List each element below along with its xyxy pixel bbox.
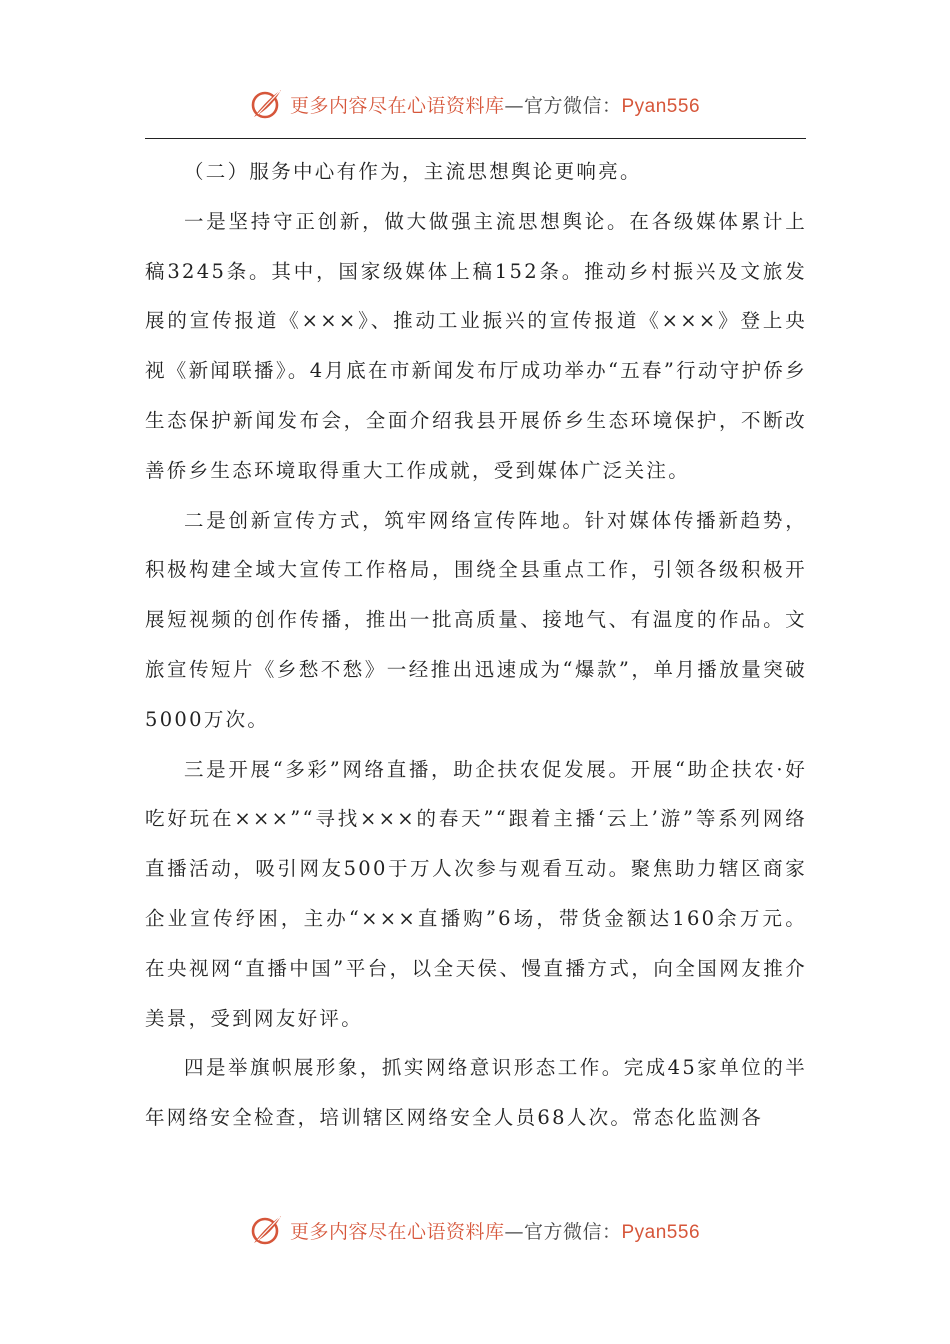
paragraph-3: 三是开展“多彩”网络直播，助企扶农促发展。开展“助企扶农·好吃好玩在×××”“寻找×××的春天”“跟着主播‘云上’游”等系列网络直播活动，吸引网友500于万人次参与观看互动。聚焦助力辖区商家企业宣传纾困，主办“×××直播购”6场，带货金额达160余万元。在央视网“直播中国”平台，以全天侯、慢直播方式，向全国网友推介美景，受到网友好评。 [145, 757, 807, 1030]
header-wechat-label: 官方微信： [523, 94, 622, 117]
footer-dash: — [504, 1220, 524, 1243]
footer-wechat-label: 官方微信： [523, 1220, 622, 1243]
header-dash: — [504, 94, 524, 117]
header-wechat-id: Pyan556 [621, 95, 701, 117]
footer-banner [0, 1208, 950, 1252]
quill-logo-icon [250, 1213, 284, 1247]
document-body [145, 147, 807, 1143]
header-site-name: 更多内容尽在心语资料库 [289, 94, 505, 117]
paragraph-1: 一是坚持守正创新，做大做强主流思想舆论。在各级媒体累计上稿3245条。其中，国家级媒体上稿152条。推动乡村振兴及文旅发展的宣传报道《×××》、推动工业振兴的宣传报道《×××》登上央视《新闻联播》。4月底在市新闻发布厅成功举办“五春”行动守护侨乡生态保护新闻发布会，全面介绍我县开展侨乡生态环境保护，不断改善侨乡生态环境取得重大工作成就，受到媒体广泛关注。 [145, 209, 807, 482]
header-banner-text [290, 91, 700, 118]
footer-banner-text [290, 1217, 700, 1244]
footer-site-name: 更多内容尽在心语资料库 [289, 1220, 505, 1243]
paragraph-2: 二是创新宣传方式，筑牢网络宣传阵地。针对媒体传播新趋势，积极构建全域大宣传工作格局，围绕全县重点工作，引领各级积极开展短视频的创作传播，推出一批高质量、接地气、有温度的作品。文旅宣传短片《乡愁不愁》一经推出迅速成为“爆款”，单月播放量突破5000万次。 [145, 508, 807, 731]
quill-logo-icon [250, 87, 284, 121]
section-title: （二）服务中心有作为，主流思想舆论更响亮。 [184, 160, 642, 183]
header-divider [145, 138, 806, 139]
paragraph-4: 四是举旗帜展形象，抓实网络意识形态工作。完成45家单位的半年网络安全检查，培训辖区网络安全人员68人次。常态化监测各 [145, 1056, 807, 1130]
header-banner [0, 82, 950, 126]
footer-wechat-id: Pyan556 [621, 1221, 701, 1243]
